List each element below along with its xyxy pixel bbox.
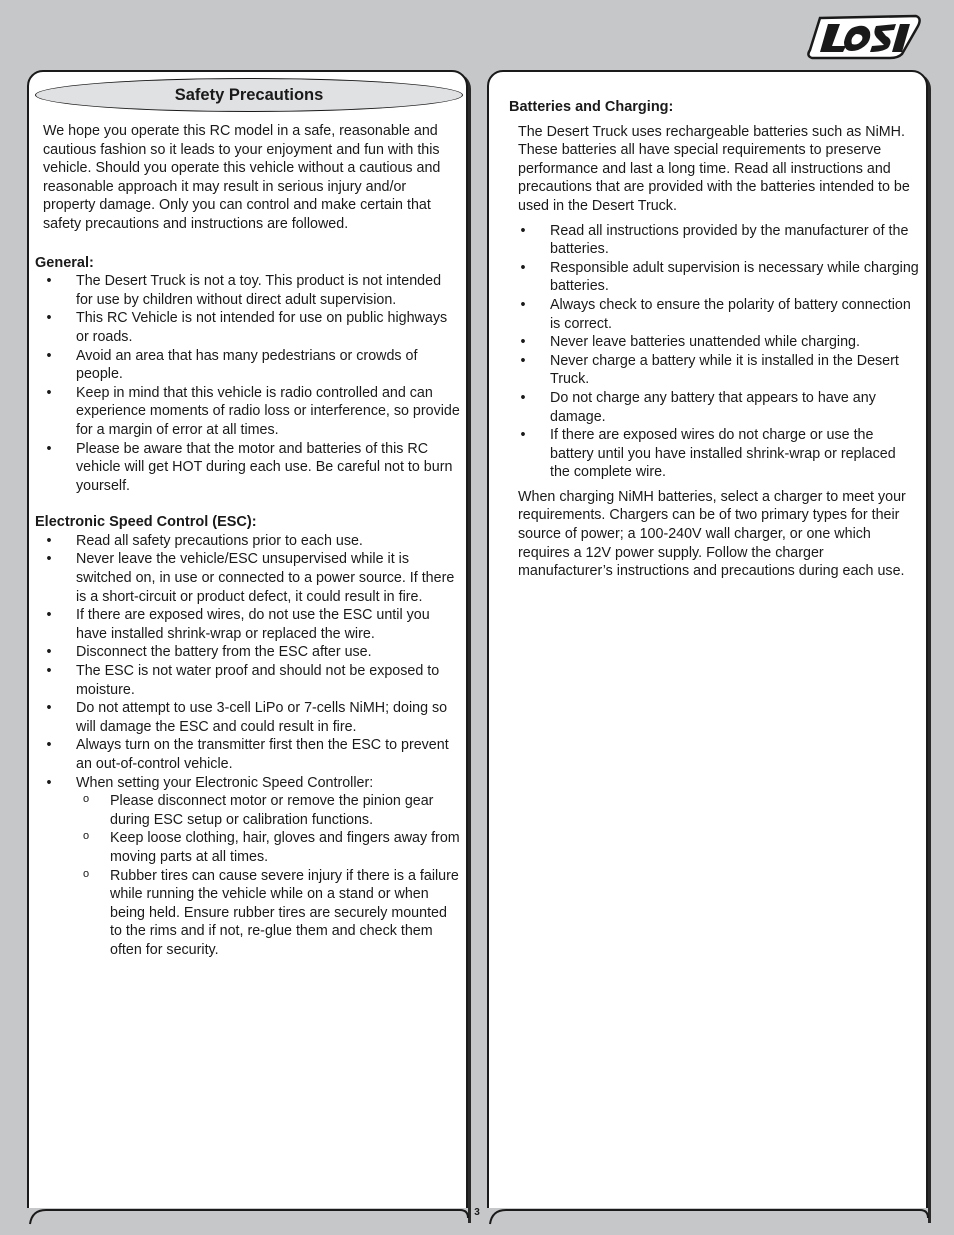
list-item: • Always turn on the transmitter first then the ESC to prevent an out-of-control vehicle. — [46, 737, 449, 772]
sub-list-item: o Keep loose clothing, hair, gloves and fingers away from moving parts at all times. — [83, 830, 460, 865]
batteries-list — [509, 222, 919, 482]
list-item: • If there are exposed wires, do not use the ESC until you have installed shrink-wrap or replaced the wire. — [46, 607, 430, 642]
list-item: • The Desert Truck is not a toy. This product is not intended for use by children without direct adult supervision. — [46, 273, 442, 308]
list-item: • Never leave batteries unattended while charging. — [520, 334, 860, 351]
list-item: • Do not charge any battery that appears to have any damage. — [520, 389, 876, 425]
list-item: • Never leave the vehicle/ESC unsupervised while it is switched on, in use or connected to a power source. If there is a short-circuit or product defect, it could result in fire. — [46, 551, 455, 605]
left-content — [35, 122, 460, 960]
right-content — [509, 98, 919, 581]
batteries-heading: Batteries and Charging: — [509, 99, 674, 115]
list-item: • Avoid an area that has many pedestrians or crowds of people. — [46, 347, 418, 383]
list-item: • Read all safety precautions prior to each use. — [46, 532, 363, 549]
list-item: • Read all instructions provided by the manufacturer of the batteries. — [520, 222, 909, 258]
right-panel — [487, 70, 928, 1220]
list-item: • Never charge a battery while it is installed in the Desert Truck. — [520, 352, 899, 388]
general-heading: General: — [35, 254, 94, 271]
list-item: • Keep in mind that this vehicle is radio controlled and can experience moments of radio loss or interference, so provide for a margin of error at all times. — [46, 384, 460, 438]
batteries-closing: When charging NiMH batteries, select a charger to meet your requirements. Chargers can be of two primary types for their source of power; a 100-240V wall charger, or one which requires a 12V power supply. Follow the charger manufacturer’s instructions and precautions during each use. — [518, 488, 906, 580]
list-item: • When setting your Electronic Speed Controller: o Please disconnect motor or remove the pinion gear during ESC setup or calibration functions. o Keep loose clothing, hair, gloves and fingers away from moving parts at all times. o Rubber tires can cause severe injury if there is a failure while running the vehicle while on a stand or when being held. Ensure rubber tires are securely mounted to the rims and if not, re-glue them and check them often for security. — [35, 774, 460, 960]
list-item: • Disconnect the battery from the ESC after use. — [46, 644, 372, 661]
section-title: Safety Precautions — [35, 78, 463, 112]
general-list — [35, 272, 460, 495]
losi-logo — [806, 10, 926, 60]
batteries-intro: The Desert Truck uses rechargeable batteries such as NiMH. These batteries all have special requirements to preserve performance and last a long time. Read all instructions and precautions that are provided with the batteries intended to be used in the Desert Truck. — [518, 123, 910, 214]
list-item: • Always check to ensure the polarity of battery connection is correct. — [520, 296, 911, 332]
esc-sub-list — [35, 792, 460, 959]
left-panel — [27, 70, 468, 1220]
list-item: • This RC Vehicle is not intended for use on public highways or roads. — [46, 310, 448, 345]
general-section — [35, 254, 460, 496]
esc-list — [35, 532, 460, 960]
sub-list-item: o Please disconnect motor or remove the pinion gear during ESC setup or calibration functions. — [83, 793, 434, 828]
esc-section — [35, 513, 460, 959]
list-item: • Responsible adult supervision is necessary while charging batteries. — [520, 259, 919, 295]
list-item: • If there are exposed wires do not charge or use the battery until you have installed shrink-wrap or replaced the complete wire. — [520, 427, 896, 481]
list-item: • The ESC is not water proof and should not be exposed to moisture. — [46, 663, 440, 698]
esc-heading: Electronic Speed Control (ESC): — [35, 514, 257, 531]
intro-paragraph: We hope you operate this RC model in a safe, reasonable and cautious fashion so it leads to your enjoyment and fun with this vehicle. Should you operate this vehicle without a cautious and reasonable approach it may result in serious injury and/or property damage. Only you can control and make certain that safety precautions and instructions are followed. — [43, 123, 441, 232]
list-item: • Do not attempt to use 3-cell LiPo or 7-cells NiMH; doing so will damage the ESC and could result in fire. — [46, 700, 448, 735]
sub-list-item: o Rubber tires can cause severe injury if there is a failure while running the vehicle while on a stand or when being held. Ensure rubber tires are securely mounted to the rims and if not, re-glue them and check them often for security. — [83, 867, 459, 958]
page-number: 3 — [474, 1207, 480, 1218]
list-item: • Please be aware that the motor and batteries of this RC vehicle will get HOT during each use. Be careful not to burn yourself. — [46, 440, 453, 494]
